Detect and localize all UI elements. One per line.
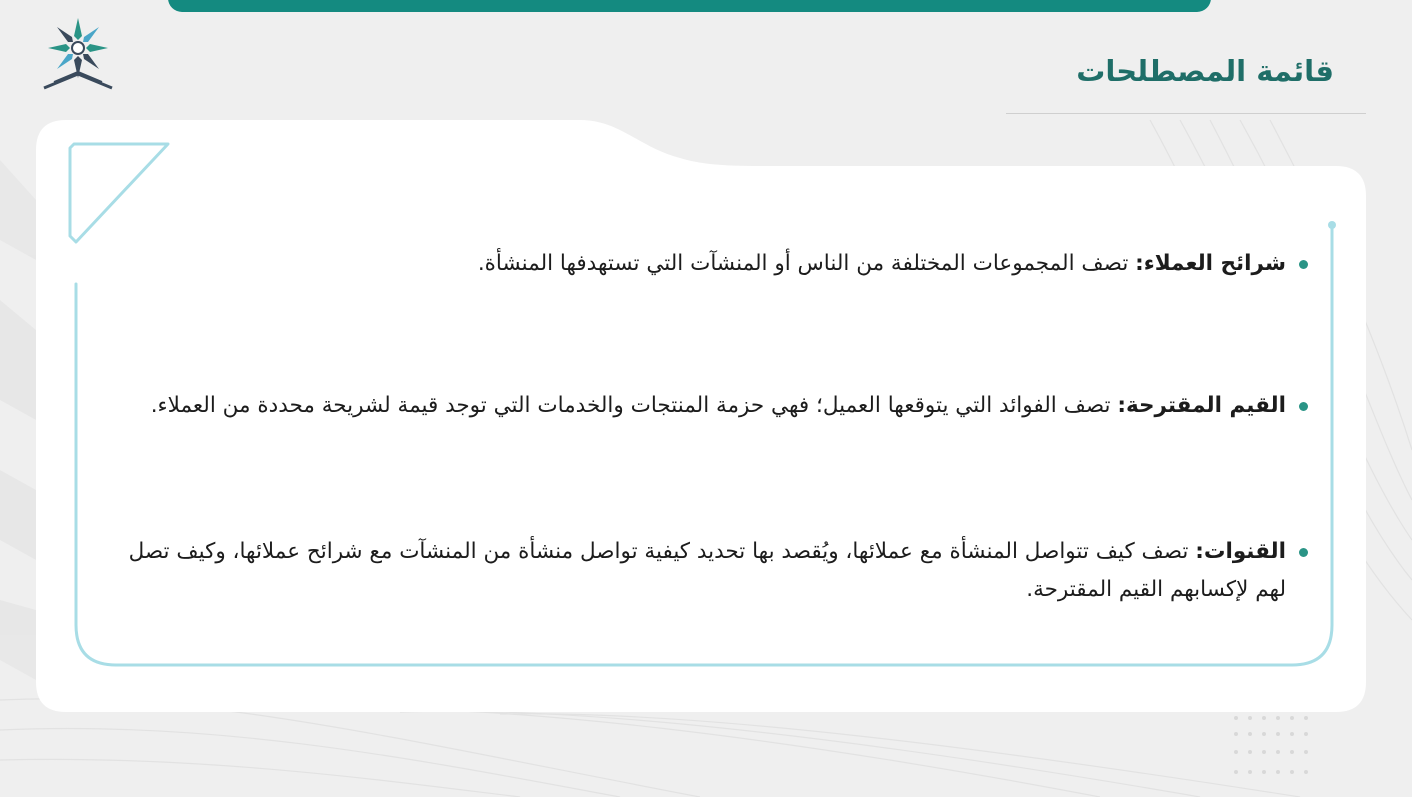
term-name: القنوات:	[1195, 539, 1286, 564]
term-description: تصف الفوائد التي يتوقعها العميل؛ فهي حزمة المنتجات والخدمات التي توجد قيمة لشريحة محددة من العملاء.	[150, 393, 1118, 418]
bullet-icon	[1299, 260, 1308, 269]
term-item-customer-segments	[100, 245, 1286, 283]
term-description: تصف المجموعات المختلفة من الناس أو المنشآت التي تستهدفها المنشأة.	[477, 251, 1136, 276]
term-item-channels	[100, 533, 1286, 609]
term-description: تصف كيف تتواصل المنشأة مع عملائها، ويُقصد بها تحديد كيفية تواصل منشأة من المنشآت مع شرائح عملائها، وكيف تصل لهم لإكسابهم القيم المقترحة.	[128, 539, 1286, 602]
term-item-value-propositions	[100, 387, 1286, 425]
bullet-icon	[1299, 402, 1308, 411]
term-name: القيم المقترحة:	[1117, 393, 1286, 418]
term-name: شرائح العملاء:	[1135, 251, 1286, 276]
page-title: قائمة المصطلحات	[1076, 54, 1334, 88]
dot-grid-decoration	[1228, 712, 1318, 782]
bullet-icon	[1299, 548, 1308, 557]
